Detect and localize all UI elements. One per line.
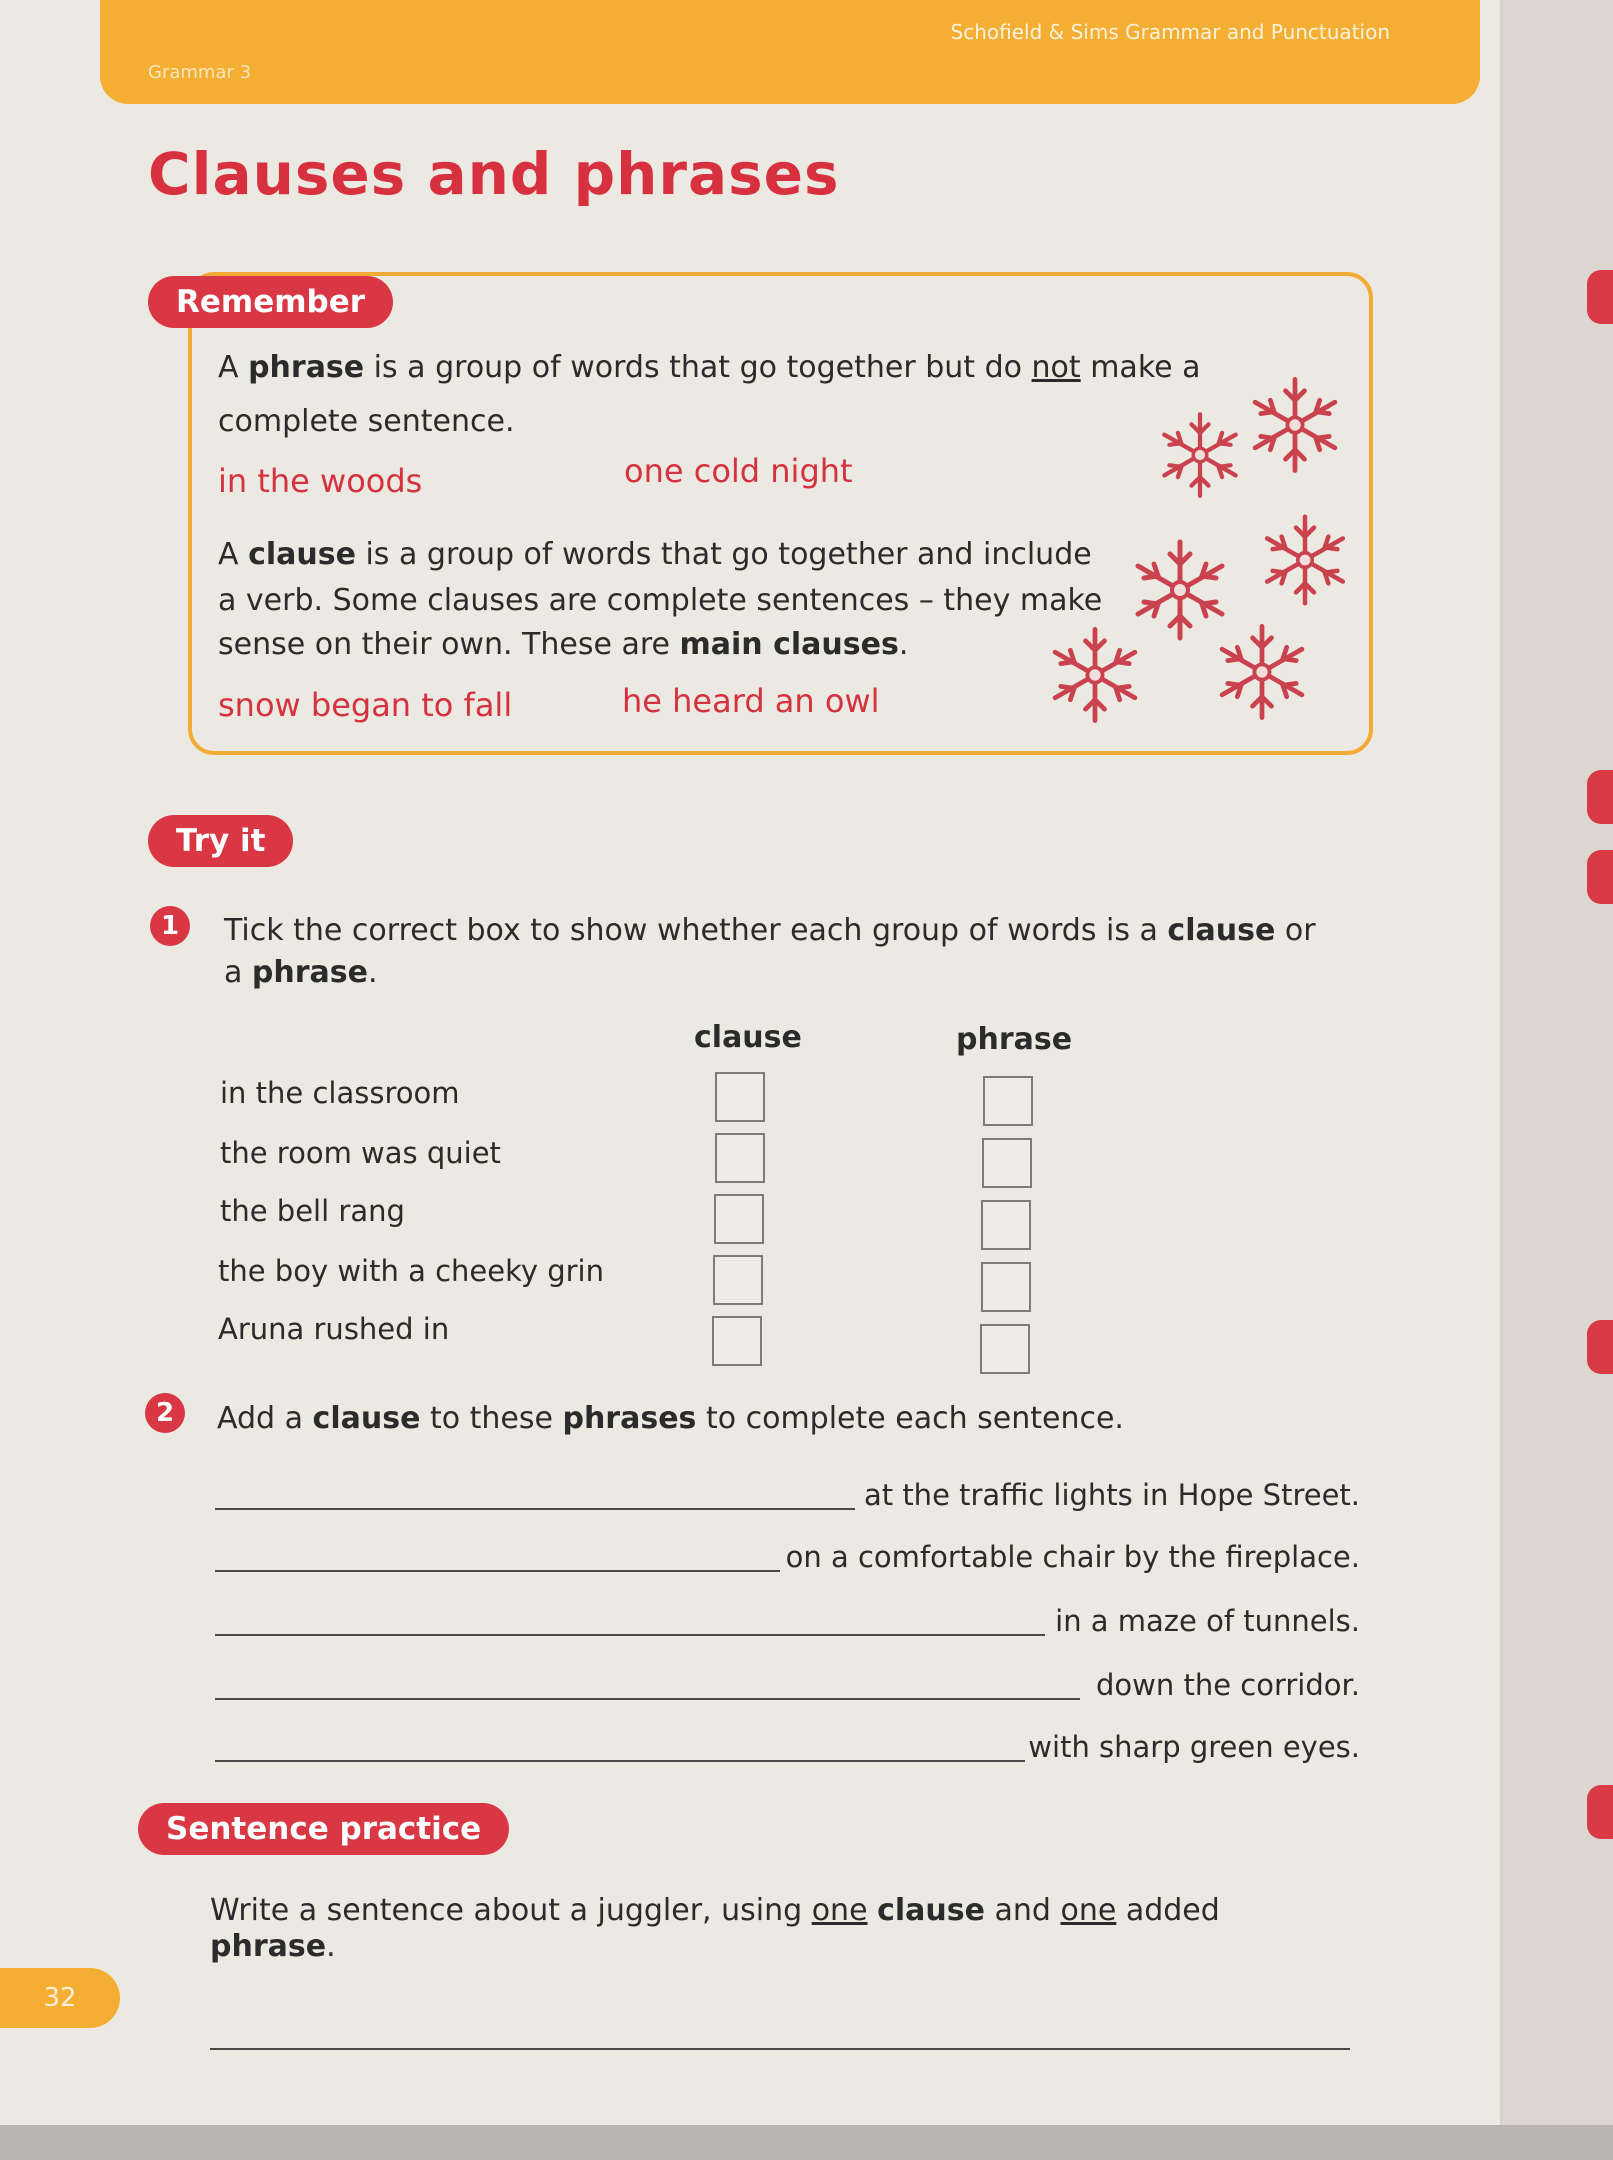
word-group-label: in the classroom [220, 1076, 460, 1110]
question-1-text-line2: a phrase. [224, 955, 378, 990]
desk-surface [0, 2125, 1613, 2160]
phrase-column-header: phrase [956, 1022, 1073, 1057]
answer-row [215, 1594, 1360, 1640]
clause-tickbox[interactable] [715, 1133, 765, 1183]
clause-tickbox[interactable] [715, 1072, 765, 1122]
phrase-example: one cold night [624, 452, 853, 490]
try-it-label: Try it [148, 815, 293, 867]
clause-example: snow began to fall [218, 686, 513, 724]
answer-input[interactable] [215, 1530, 784, 1572]
question-number: 2 [145, 1393, 185, 1433]
snowflake-icon [1164, 414, 1235, 496]
clause-definition-line1: A clause is a group of words that go together and include [218, 537, 1092, 572]
word-group-label: the room was quiet [220, 1136, 501, 1170]
page-tab-marker [1587, 1785, 1613, 1839]
page-tab-marker [1587, 1320, 1613, 1374]
answer-input[interactable] [215, 1468, 859, 1510]
clause-tickbox[interactable] [713, 1255, 763, 1305]
phrase-example: in the woods [218, 462, 423, 500]
answer-row [215, 1530, 1360, 1576]
page-tab-marker [1587, 850, 1613, 904]
question-1-text-line1: Tick the correct box to show whether each group of words is a clause or [224, 913, 1316, 948]
clause-column-header: clause [694, 1020, 802, 1055]
snowflake-icon [1222, 626, 1302, 717]
given-phrase: in a maze of tunnels. [1055, 1604, 1360, 1638]
header-band [100, 0, 1480, 104]
page-tab-marker [1587, 770, 1613, 824]
answer-row [215, 1720, 1360, 1766]
given-phrase: with sharp green eyes. [1028, 1730, 1360, 1764]
answer-row [215, 1658, 1360, 1704]
answer-input[interactable] [215, 1594, 1049, 1636]
clause-definition-line3: sense on their own. These are main clauses. [218, 627, 909, 662]
phrase-term: phrase [248, 350, 365, 385]
snowflake-icon [1138, 542, 1222, 638]
series-title: Schofield & Sims Grammar and Punctuation [950, 20, 1390, 44]
phrase-tickbox[interactable] [980, 1324, 1030, 1374]
given-phrase: on a comfortable chair by the fireplace. [785, 1540, 1360, 1574]
word-group-label: the boy with a cheeky grin [218, 1254, 604, 1288]
remember-label: Remember [148, 276, 393, 328]
clause-tickbox[interactable] [712, 1316, 762, 1366]
phrase-tickbox[interactable] [981, 1262, 1031, 1312]
page-tab-marker [1587, 270, 1613, 324]
clause-definition-line2: a verb. Some clauses are complete sentences – they make [218, 583, 1103, 618]
snowflake-icon [1255, 379, 1335, 470]
page-number: 32 [0, 1968, 120, 2028]
word-group-label: the bell rang [220, 1194, 405, 1228]
answer-input[interactable] [215, 1720, 1029, 1762]
given-phrase: down the corridor. [1096, 1668, 1360, 1702]
given-phrase: at the traffic lights in Hope Street. [863, 1478, 1360, 1512]
next-page-edge [1503, 0, 1613, 2160]
answer-row [215, 1468, 1360, 1514]
answer-input[interactable] [215, 1658, 1084, 1700]
unit-title: Grammar 3 [148, 62, 252, 83]
not-emphasis: not [1031, 350, 1081, 385]
sentence-answer-line[interactable] [210, 2048, 1350, 2050]
sentence-practice-text-line2: phrase. [210, 1929, 336, 1964]
phrase-tickbox[interactable] [981, 1200, 1031, 1250]
question-number: 1 [150, 906, 190, 946]
word-group-label: Aruna rushed in [218, 1312, 450, 1346]
phrase-tickbox[interactable] [982, 1138, 1032, 1188]
snowflakes-illustration [1040, 360, 1370, 750]
page-title: Clauses and phrases [148, 140, 840, 208]
sentence-practice-label: Sentence practice [138, 1803, 509, 1855]
snowflake-icon [1055, 629, 1135, 720]
phrase-definition-line1: A phrase is a group of words that go together but do not make a [218, 350, 1201, 385]
clause-tickbox[interactable] [714, 1194, 764, 1244]
clause-example: he heard an owl [622, 682, 880, 720]
clause-term: clause [248, 537, 356, 572]
question-2-text: Add a clause to these phrases to complete each sentence. [217, 1401, 1124, 1436]
phrase-definition-line2: complete sentence. [218, 404, 515, 439]
main-clauses-term: main clauses [679, 627, 899, 662]
sentence-practice-text-line1: Write a sentence about a juggler, using one clause and one added [210, 1893, 1220, 1928]
snowflake-icon [1267, 517, 1343, 603]
phrase-tickbox[interactable] [983, 1076, 1033, 1126]
